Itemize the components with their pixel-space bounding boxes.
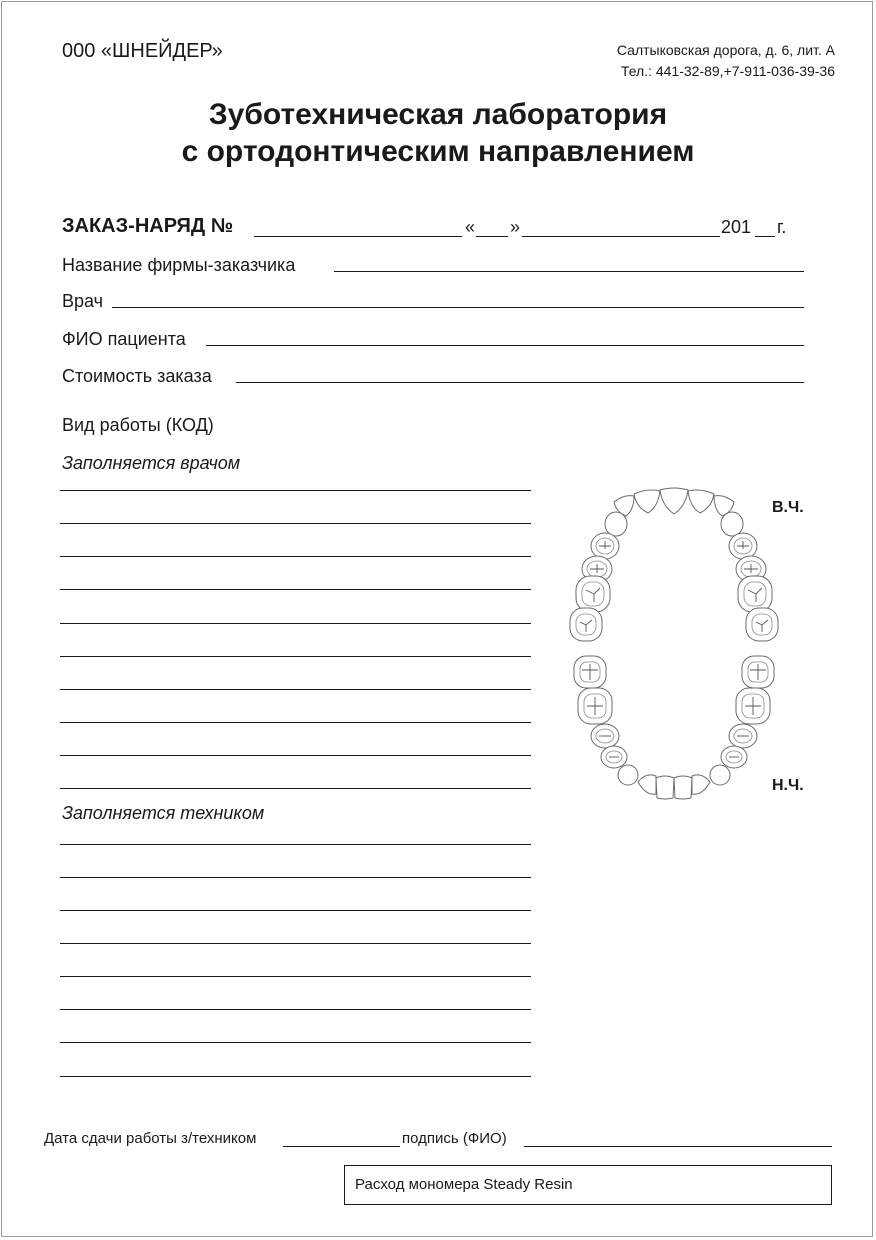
order-month-field[interactable] [522,236,720,237]
title-line-2: с ортодонтическим направлением [181,135,695,168]
doctor-label: Врач [62,291,104,311]
tooth[interactable] [656,776,674,799]
signature-label: подпись (ФИО) [402,1130,507,1147]
page-title [0,96,876,170]
technician-section-heading: Заполняется техником [62,803,265,823]
tooth[interactable] [721,512,743,536]
order-number-field[interactable] [254,236,462,237]
technician-line[interactable] [60,844,531,845]
monomer-label: Расход мономера Steady Resin [355,1176,573,1193]
order-year-field[interactable] [755,236,775,237]
doctor-line[interactable] [60,556,531,557]
doctor-line[interactable] [60,589,531,590]
address-text: Салтыковская дорога, д. 6, лит. А [616,42,835,58]
firm-label: Название фирмы-заказчика [62,255,296,275]
tooth[interactable] [692,775,710,794]
work-type-label: Вид работы (КОД) [62,415,214,435]
company-name: 000 «ШНЕЙДЕР» [62,40,223,62]
lower-jaw-label: Н.Ч. [772,777,804,794]
cost-label: Стоимость заказа [62,366,212,386]
tooth[interactable] [638,775,656,794]
technician-line[interactable] [60,1009,531,1010]
tooth[interactable] [605,512,627,536]
cost-field[interactable] [236,382,804,383]
year-suffix: г. [777,217,787,237]
order-number-label: ЗАКАЗ-НАРЯД № [62,215,234,237]
doctor-line[interactable] [60,788,531,789]
technician-line[interactable] [60,1042,531,1043]
doctor-line[interactable] [60,656,531,657]
quote-close: » [510,217,521,237]
firm-field[interactable] [334,271,804,272]
technician-line[interactable] [60,910,531,911]
delivery-date-label: Дата сдачи работы з/техником [44,1130,257,1147]
lower-jaw-teeth [574,656,774,799]
patient-field[interactable] [206,345,804,346]
technician-line[interactable] [60,1076,531,1077]
tooth[interactable] [674,776,692,799]
doctor-line[interactable] [60,490,531,491]
doctor-line[interactable] [60,689,531,690]
dental-chart [560,480,790,810]
doctor-line[interactable] [60,523,531,524]
quote-open: « [465,217,476,237]
signature-field[interactable] [524,1146,832,1147]
patient-label: ФИО пациента [62,329,186,349]
doctor-line[interactable] [60,722,531,723]
delivery-date-field[interactable] [283,1146,400,1147]
monomer-box[interactable] [344,1165,832,1205]
tooth[interactable] [618,765,638,785]
phone-text: Тел.: 441-32-89,+7-911-036-39-36 [620,63,835,79]
doctor-field[interactable] [112,307,804,308]
order-day-field[interactable] [476,236,508,237]
contact-block [617,40,835,82]
doctor-line[interactable] [60,623,531,624]
technician-line[interactable] [60,877,531,878]
tooth[interactable] [634,490,660,513]
technician-line[interactable] [60,943,531,944]
technician-line[interactable] [60,976,531,977]
year-prefix: 201 [721,217,752,237]
tooth[interactable] [688,490,714,513]
upper-jaw-label: В.Ч. [772,499,804,516]
doctor-line[interactable] [60,755,531,756]
title-line-1: Зуботехническая лаборатория [208,98,668,131]
doctor-section-heading: Заполняется врачом [62,453,241,473]
upper-jaw-teeth [570,488,778,641]
tooth[interactable] [660,488,688,514]
tooth[interactable] [710,765,730,785]
